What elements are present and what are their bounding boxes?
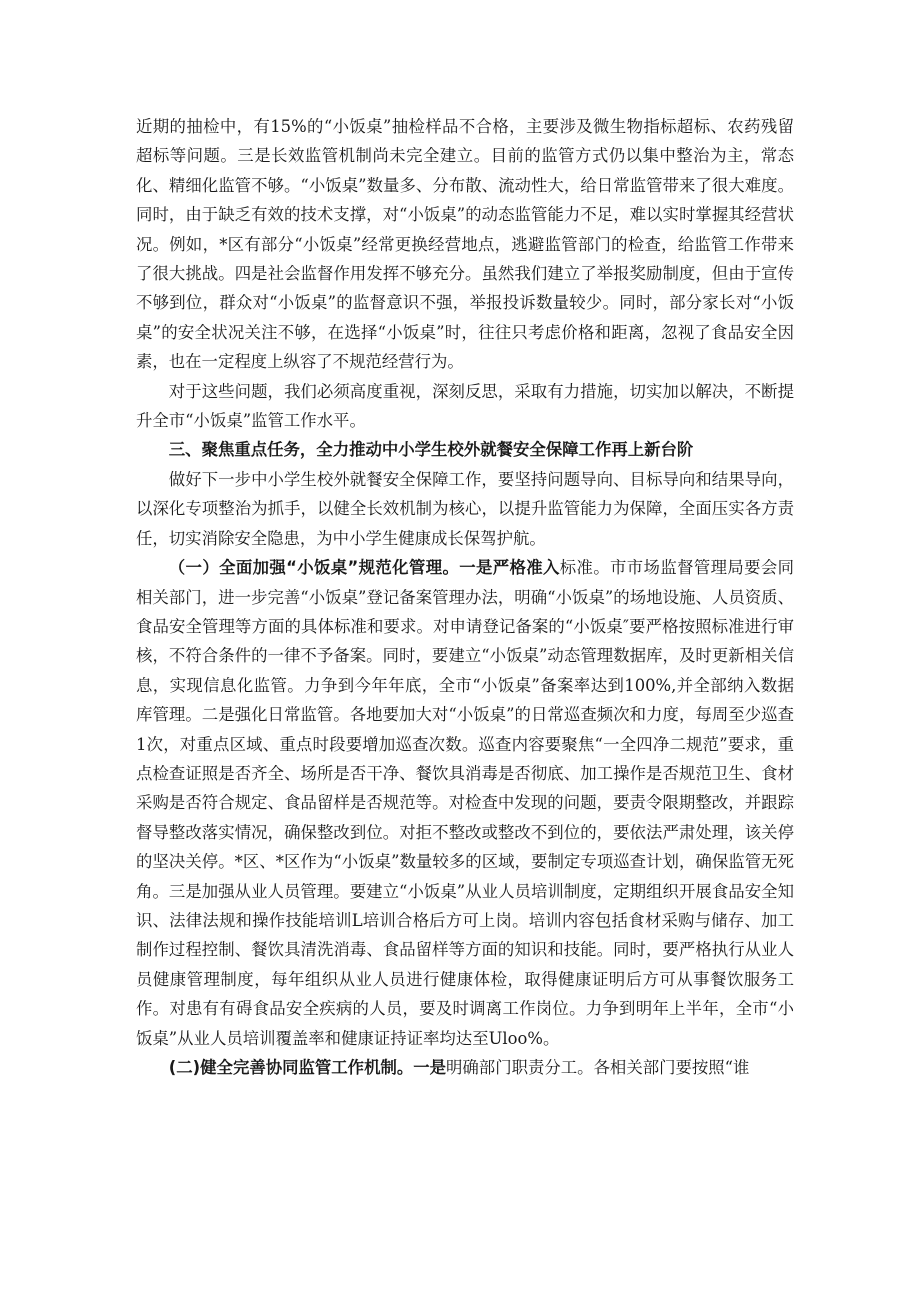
paragraph-coordinated-supervision <box>136 1053 794 1082</box>
paragraph-reflection: 对于这些问题，我们必须高度重视，深刻反思，采取有力措施，切实加以解决，不断提升全市“小饭桌”监管工作水平。 <box>136 381 794 431</box>
paragraph-body-coordinated: 明确部门职责分工。各相关部门要按照“谁 <box>446 1058 750 1077</box>
paragraph-problems-continued: 近期的抽检中，有15%的“小饭桌”抽检样品不合格，主要涉及微生物指标超标、农药残留超标等问题。三是长效监管机制尚未完全建立。目前的监管方式仍以集中整治为主，常态化、精细化监管不够。“小饭桌”数量多、分布散、流动性大，给日常监管带来了很大难度。同时，由于缺乏有效的技术支撑，对“小饭桌”的动态监管能力不足，难以实时掌握其经营状况。例如，*区有部分“小饭桌”经常更换经营地点，逃避监管部门的检查，给监管工作带来了很大挑战。四是社会监督作用发挥不够充分。虽然我们建立了举报奖励制度，但由于宣传不够到位，群众对“小饭桌”的监督意识不强，举报投诉数量较少。同时，部分家长对“小饭桌”的安全状况关注不够，在选择“小饭桌”时，往往只考虑价格和距离，忽视了食品安全因素，也在一定程度上纵容了不规范经营行为。 <box>136 117 794 372</box>
paragraph-lead-coordinated: (二)健全完善协同监管工作机制。一是 <box>168 1058 447 1077</box>
paragraph-standardized-management <box>136 553 794 1053</box>
paragraph-lead-standardized: （一）全面加强“小饭桌”规范化管理。一是严格准入 <box>168 558 560 578</box>
paragraph-section-intro: 做好下一步中小学生校外就餐安全保障工作，要坚持问题导向、目标导向和结果导向，以深化专项整治为抓手，以健全长效机制为核心，以提升监管能力为保障，全面压实各方责任，切实消除安全隐患，为中小学生健康成长保驾护航。 <box>136 469 794 548</box>
paragraph-body-standardized: 标准。市市场监督管理局要会同相关部门，进一步完善“小饭桌”登记备案管理办法，明确“小饭桌”的场地设施、人员资质、食品安全管理等方面的具体标准和要求。对申请登记备案的“小饭桌″要严格按照标准进行审核，不符合条件的一律不予备案。同时，要建立“小饭桌”动态管理数据库，及时更新相关信息，实现信息化监管。力争到今年年底，全市“小饭桌”备案率达到100%,并全部纳入数据库管理。二是强化日常监管。各地要加大对“小饭桌”的日常巡查频次和力度，每周至少巡查1次，对重点区域、重点时段要增加巡查次数。巡查内容要聚焦“一全四净二规范”要求，重点检查证照是否齐全、场所是否干净、餐饮具消毒是否彻底、加工操作是否规范卫生、食材采购是否符合规定、食品留样是否规范等。对检查中发现的问题，要责令限期整改，并跟踪督导整改落实情况，确保整改到位。对拒不整改或整改不到位的，要依法严肃处理，该关停的坚决关停。*区、*区作为“小饭桌”数量较多的区域，要制定专项巡查计划，确保监管无死角。三是加强从业人员管理。要建立“小饭桌”从业人员培训制度，定期组织开展食品安全知识、法律法规和操作技能培训L培训合格后方可上岗。培训内容包括食材采购与储存、加工制作过程控制、餐饮具清洗消毒、食品留样等方面的知识和技能。同时，要严格执行从业人员健康管理制度，每年组织从业人员进行健康体检，取得健康证明后方可从事餐饮服务工作。对患有有碍食品安全疾病的人员，要及时调离工作岗位。力争到明年上半年，全市“小饭桌”从业人员培训覆盖率和健康证持证率均达至Uloo%。 <box>136 558 795 1048</box>
section-heading-three: 三、聚焦重点任务，全力推动中小学生校外就餐安全保障工作再上新台阶 <box>168 440 694 460</box>
